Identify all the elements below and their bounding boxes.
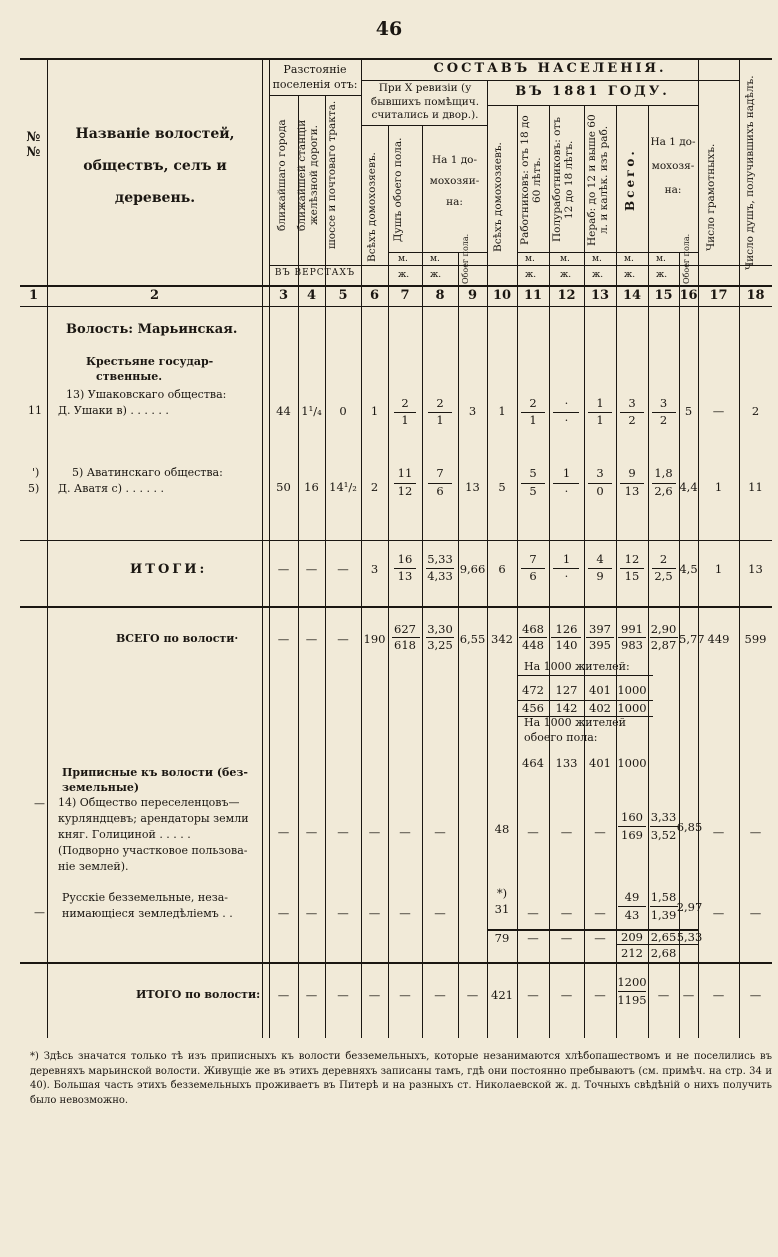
table-cell: 991 bbox=[621, 622, 643, 636]
both-label: Обоег пола. bbox=[682, 233, 691, 284]
table-cell: 3 bbox=[370, 562, 379, 576]
table-cell: 15 bbox=[624, 569, 640, 583]
table-cell: 3 bbox=[596, 466, 604, 480]
zh-label: ж. bbox=[398, 270, 410, 280]
table-cell: 160 bbox=[621, 810, 643, 824]
table-cell: — bbox=[560, 906, 573, 920]
russkie-dash: — bbox=[34, 906, 45, 919]
table-cell: 2 bbox=[751, 404, 760, 418]
revision-souls-header: Душъ обоего пола. bbox=[392, 137, 404, 243]
table-cell: — bbox=[305, 632, 318, 646]
table-cell: 13 bbox=[397, 569, 413, 583]
table-cell: 1,58 bbox=[650, 890, 677, 904]
year-per-household-header: На 1 до-мохозя-на: bbox=[650, 136, 696, 197]
table-cell: — bbox=[527, 931, 539, 945]
table-cell: 2,87 bbox=[650, 638, 677, 652]
table-cell: 3,33 bbox=[650, 810, 677, 824]
table-cell: — bbox=[277, 906, 290, 920]
table-cell: 16 bbox=[397, 552, 413, 566]
m-label: м. bbox=[592, 254, 602, 264]
table-cell: 3,30 bbox=[427, 622, 453, 636]
table-cell: 6,85 bbox=[676, 820, 703, 834]
table-cell: 44 bbox=[276, 404, 291, 418]
m-label: м. bbox=[624, 254, 634, 264]
table-cell: 14¹/₂ bbox=[329, 480, 357, 494]
table-cell: 1 bbox=[562, 552, 571, 566]
table-cell: 3,25 bbox=[427, 638, 453, 652]
m-label: м. bbox=[560, 254, 570, 264]
m-label: м. bbox=[430, 254, 440, 264]
table-cell: 1 bbox=[529, 413, 537, 427]
table-cell: 79 bbox=[494, 931, 510, 945]
table-cell: 16 bbox=[304, 480, 319, 494]
russkie-title: Русскіе безземельные, неза- нимающіеся земледѣліемъ . . bbox=[62, 891, 233, 920]
m-label: м. bbox=[525, 254, 535, 264]
table-cell: 395 bbox=[589, 638, 611, 652]
table-cell: — bbox=[712, 825, 725, 839]
table-cell: 1¹/₄ bbox=[301, 404, 322, 418]
table-cell: 1,39 bbox=[650, 908, 677, 922]
table-cell: 2,97 bbox=[676, 900, 703, 914]
distance-city-header: ближайшаго города bbox=[276, 119, 288, 231]
table-cell: 9 bbox=[596, 569, 604, 583]
table-cell: — bbox=[712, 988, 725, 1002]
footnote: *) Здѣсь значатся только тѣ изъ приписныхъ къ волости безземельныхъ, которые незанимаются хлѣбопашествомъ и не поселились въ деревняхъ марьинской волости. Живущіе же въ этихъ деревняхъ записаны тамъ, гдѣ они постоянно пребываютъ (см. примѣч. на стр. 34 и 40). Большая часть этихъ безземельныхъ проживаетъ въ Питерѣ и на разныхъ ст. Николаевской ж. д. Точныхъ свѣдѣній о нихъ получить было невозможно. bbox=[30, 1051, 772, 1106]
table-cell: 48 bbox=[494, 822, 510, 836]
table-cell: 618 bbox=[394, 638, 416, 652]
table-cell: 2,65 bbox=[650, 930, 677, 944]
table-cell: 5 bbox=[684, 404, 693, 418]
table-cell: — bbox=[560, 931, 573, 945]
both-label: Обоег пола. bbox=[461, 233, 470, 284]
table-cell: 983 bbox=[621, 638, 643, 652]
zh-label: ж. bbox=[525, 270, 537, 280]
table-cell: 449 bbox=[707, 632, 730, 646]
table-cell: 3 bbox=[468, 404, 477, 418]
table-cell: 2,6 bbox=[654, 484, 673, 498]
table-cell: 3,52 bbox=[650, 828, 677, 842]
table-cell: 627 bbox=[394, 622, 416, 636]
table-cell: · bbox=[564, 569, 569, 583]
table-cell: 4,4 bbox=[679, 480, 698, 494]
table-cell: 1 bbox=[370, 404, 379, 418]
table-cell: 4,5 bbox=[679, 562, 698, 576]
table-cell: 401 bbox=[589, 683, 611, 697]
table-cell: — bbox=[277, 825, 290, 839]
distance-unit: ВЪ ВЕРСТАХЪ bbox=[274, 268, 356, 278]
table-cell: 2,68 bbox=[650, 946, 677, 960]
table-cell: — bbox=[749, 825, 762, 839]
table-cell: — bbox=[277, 632, 290, 646]
table-cell: — bbox=[434, 825, 446, 839]
table-cell: — bbox=[277, 988, 290, 1002]
table-cell: 1 bbox=[436, 413, 444, 427]
table-cell: — bbox=[368, 825, 381, 839]
table-cell: 169 bbox=[621, 828, 643, 842]
table-cell: 7 bbox=[529, 552, 537, 566]
table-cell: 2 bbox=[370, 480, 379, 494]
table-cell: 1195 bbox=[617, 993, 647, 1007]
table-cell: 397 bbox=[589, 622, 611, 636]
table-cell: — bbox=[594, 825, 606, 839]
table-cell: 6,55 bbox=[459, 632, 486, 646]
itogo-label: ИТОГО по волости: bbox=[136, 988, 261, 1001]
table-cell: 126 bbox=[555, 622, 578, 636]
table-cell: 1 bbox=[596, 396, 604, 410]
table-cell: 1200 bbox=[617, 975, 647, 989]
distance-road-header: шоссе и почтоваго тракта. bbox=[326, 100, 338, 250]
table-cell: 3 bbox=[659, 396, 668, 410]
row1-number: 11 bbox=[28, 404, 42, 417]
land-recipients-header: Число душъ, получившихъ надѣлъ. bbox=[744, 75, 756, 270]
table-cell: 599 bbox=[744, 632, 767, 646]
table-cell: 1000 bbox=[617, 701, 647, 715]
volost-title: Волость: Марьинская. bbox=[66, 322, 238, 337]
table-cell: 49 bbox=[624, 890, 640, 904]
table-cell: — bbox=[277, 562, 290, 576]
distance-title: Разстояніе поселенія отъ: bbox=[272, 63, 358, 92]
table-cell: 0 bbox=[596, 484, 604, 498]
table-cell: 50 bbox=[276, 480, 291, 494]
table-cell: · bbox=[564, 413, 569, 427]
non-workers-header: Нераб: до 12 и выше 60 л. и калѣк. изъ раб. bbox=[586, 114, 611, 246]
table-cell: — bbox=[337, 906, 349, 920]
table-cell: 0 bbox=[339, 404, 347, 418]
table-cell: 464 bbox=[522, 756, 544, 770]
table-cell: — bbox=[466, 988, 479, 1002]
table-cell: 190 bbox=[363, 632, 386, 646]
literate-header: Число грамотныхъ. bbox=[705, 143, 717, 252]
table-cell: — bbox=[682, 988, 695, 1002]
table-cell: 4,33 bbox=[427, 569, 453, 583]
table-cell: 6 bbox=[436, 484, 444, 498]
table-cell: 7 bbox=[436, 466, 444, 480]
row14-dash: — bbox=[34, 797, 45, 810]
table-cell: 5 bbox=[529, 466, 537, 480]
table-cell: 5 bbox=[529, 484, 537, 498]
table-cell: 2 bbox=[529, 396, 537, 410]
table-cell: 13 bbox=[465, 480, 480, 494]
table-cell: — bbox=[337, 825, 349, 839]
per1000-label: На 1000 жителей: bbox=[524, 660, 630, 673]
zh-label: ж. bbox=[560, 270, 572, 280]
row1-place: Д. Ушаки в) . . . . . . bbox=[58, 404, 169, 417]
table-cell: — bbox=[657, 988, 670, 1002]
table-cell: — bbox=[399, 825, 411, 839]
distance-rail-header: ближайшей станціи желѣзной дороги. bbox=[296, 119, 321, 231]
table-cell: 31 bbox=[494, 902, 510, 916]
table-cell: 5,77 bbox=[679, 632, 705, 646]
table-cell: 6 bbox=[498, 562, 506, 576]
table-cell: 1 bbox=[562, 466, 571, 480]
table-cell: 4 bbox=[596, 552, 604, 566]
table-cell: 13 bbox=[748, 562, 763, 576]
table-cell: 1 bbox=[596, 413, 604, 427]
table-cell: — bbox=[337, 988, 349, 1002]
table-cell: — bbox=[368, 906, 381, 920]
col-number-header: № № bbox=[26, 130, 41, 160]
table-cell: 133 bbox=[555, 756, 578, 770]
pripisnye-title: Приписные къ волости (без- земельные) bbox=[62, 766, 248, 795]
table-cell: 9,66 bbox=[459, 562, 486, 576]
table-cell: 1 bbox=[498, 404, 506, 418]
table-cell: 13 bbox=[624, 484, 640, 498]
table-cell: 468 bbox=[522, 622, 544, 636]
table-cell: 127 bbox=[555, 683, 578, 697]
revision-households-header: Всѣхъ домохозяевъ. bbox=[366, 152, 378, 263]
revision-title: При X ревизіи (у бывшихъ помѣщич. считались и двор.). bbox=[370, 82, 480, 122]
zh-label: ж. bbox=[592, 270, 604, 280]
table-cell: — bbox=[399, 906, 411, 920]
table-cell: — bbox=[712, 906, 725, 920]
table-cell: — bbox=[560, 988, 573, 1002]
table-cell: — bbox=[305, 906, 318, 920]
table-cell: 12 bbox=[397, 484, 413, 498]
table-cell: 2 bbox=[659, 552, 668, 566]
table-cell: 448 bbox=[522, 638, 544, 652]
table-cell: 5 bbox=[498, 480, 506, 494]
table-cell: — bbox=[712, 404, 725, 418]
table-cell: — bbox=[305, 562, 318, 576]
row14-title: 14) Общество переселенцовъ— курляндцевъ; арендаторы земли княг. Голициной . . . . . (Подворно участковое пользова- ніе землей). bbox=[58, 796, 249, 873]
table-cell: 212 bbox=[621, 946, 643, 960]
zh-label: ж. bbox=[656, 270, 668, 280]
per1000-both-label: На 1000 жителей обоего пола: bbox=[524, 716, 627, 744]
table-cell: 421 bbox=[491, 988, 513, 1002]
workers-header: Работниковъ: отъ 18 до 60 лѣтъ. bbox=[519, 115, 544, 245]
table-cell: — bbox=[434, 988, 446, 1002]
year-title: ВЪ 1881 ГОДУ. bbox=[515, 84, 670, 99]
table-cell: 140 bbox=[555, 638, 578, 652]
table-cell: — bbox=[434, 906, 446, 920]
table-cell: — bbox=[594, 906, 606, 920]
table-cell: — bbox=[527, 988, 539, 1002]
table-cell: *) bbox=[496, 886, 508, 900]
m-label: м. bbox=[398, 254, 408, 264]
table-cell: 456 bbox=[522, 701, 544, 715]
table-cell: — bbox=[337, 562, 349, 576]
table-cell: — bbox=[337, 632, 349, 646]
table-cell: 43 bbox=[624, 908, 640, 922]
table-cell: — bbox=[749, 988, 762, 1002]
table-cell: 2 bbox=[659, 413, 668, 427]
table-cell: — bbox=[305, 988, 318, 1002]
col-name-header: Названіе волостей, обществъ, селъ и деревень. bbox=[75, 126, 235, 207]
table-cell: 5,33 bbox=[427, 552, 453, 566]
table-cell: 1 bbox=[714, 480, 723, 494]
table-cell: 11 bbox=[748, 480, 763, 494]
table-cell: 9 bbox=[628, 466, 636, 480]
table-cell: · bbox=[564, 396, 569, 410]
table-cell: 402 bbox=[589, 701, 611, 715]
year-households-header: Всѣхъ домохозяевъ. bbox=[492, 142, 504, 253]
table-cell: 2,90 bbox=[650, 622, 677, 636]
table-cell: 401 bbox=[589, 756, 611, 770]
category-title: Крестьяне государ- ственные. bbox=[86, 355, 214, 384]
table-cell: 1,8 bbox=[654, 466, 673, 480]
table-cell: — bbox=[368, 988, 381, 1002]
table-cell: 342 bbox=[491, 632, 513, 646]
table-cell: — bbox=[749, 906, 762, 920]
revision-per-household-header: На 1 до-мохозяи-на: bbox=[429, 154, 480, 208]
page-number: 46 bbox=[375, 18, 403, 40]
table-cell: — bbox=[594, 988, 606, 1002]
m-label: м. bbox=[656, 254, 666, 264]
table-cell: 2,5 bbox=[654, 569, 673, 583]
table-cell: 142 bbox=[555, 701, 578, 715]
table-cell: 2 bbox=[436, 396, 444, 410]
zh-label: ж. bbox=[430, 270, 442, 280]
table-cell: 5,33 bbox=[676, 930, 703, 944]
table-cell: — bbox=[527, 825, 539, 839]
itogi-label: ИТОГИ: bbox=[130, 562, 208, 577]
table-cell: 472 bbox=[522, 683, 544, 697]
table-cell: 2 bbox=[401, 396, 409, 410]
table-cell: 1 bbox=[401, 413, 409, 427]
composition-title: СОСТАВЪ НАСЕЛЕНІЯ. bbox=[433, 61, 667, 76]
table-cell: 2 bbox=[628, 413, 636, 427]
table-cell: · bbox=[564, 484, 569, 498]
table-cell: 12 bbox=[624, 552, 640, 566]
table-cell: 3 bbox=[628, 396, 636, 410]
table-cell: — bbox=[305, 825, 318, 839]
row2-number: 5) bbox=[28, 482, 40, 495]
row2-place: Д. Аватя с) . . . . . . bbox=[58, 482, 164, 495]
vsego-label: ВСЕГО по волости· bbox=[116, 632, 239, 645]
table-cell: 11 bbox=[397, 466, 413, 480]
table-cell: — bbox=[560, 825, 573, 839]
table-cell: 209 bbox=[621, 930, 643, 944]
row2-title: 5) Аватинскаго общества: bbox=[72, 466, 223, 479]
row1-title: 13) Ушаковскаго общества: bbox=[66, 388, 227, 401]
zh-label: ж. bbox=[624, 270, 636, 280]
row2-number-top: ') bbox=[32, 466, 40, 479]
table-cell: 6 bbox=[529, 569, 537, 583]
half-workers-header: Полуработниковъ: отъ 12 до 18 лѣтъ. bbox=[551, 117, 576, 243]
total-header: Всего. bbox=[623, 148, 637, 212]
table-cell: 1000 bbox=[617, 756, 647, 770]
table-cell: 1000 bbox=[617, 683, 647, 697]
table-cell: — bbox=[527, 906, 539, 920]
table-cell: 1 bbox=[714, 562, 723, 576]
table-cell: — bbox=[399, 988, 411, 1002]
table-cell: — bbox=[594, 931, 606, 945]
